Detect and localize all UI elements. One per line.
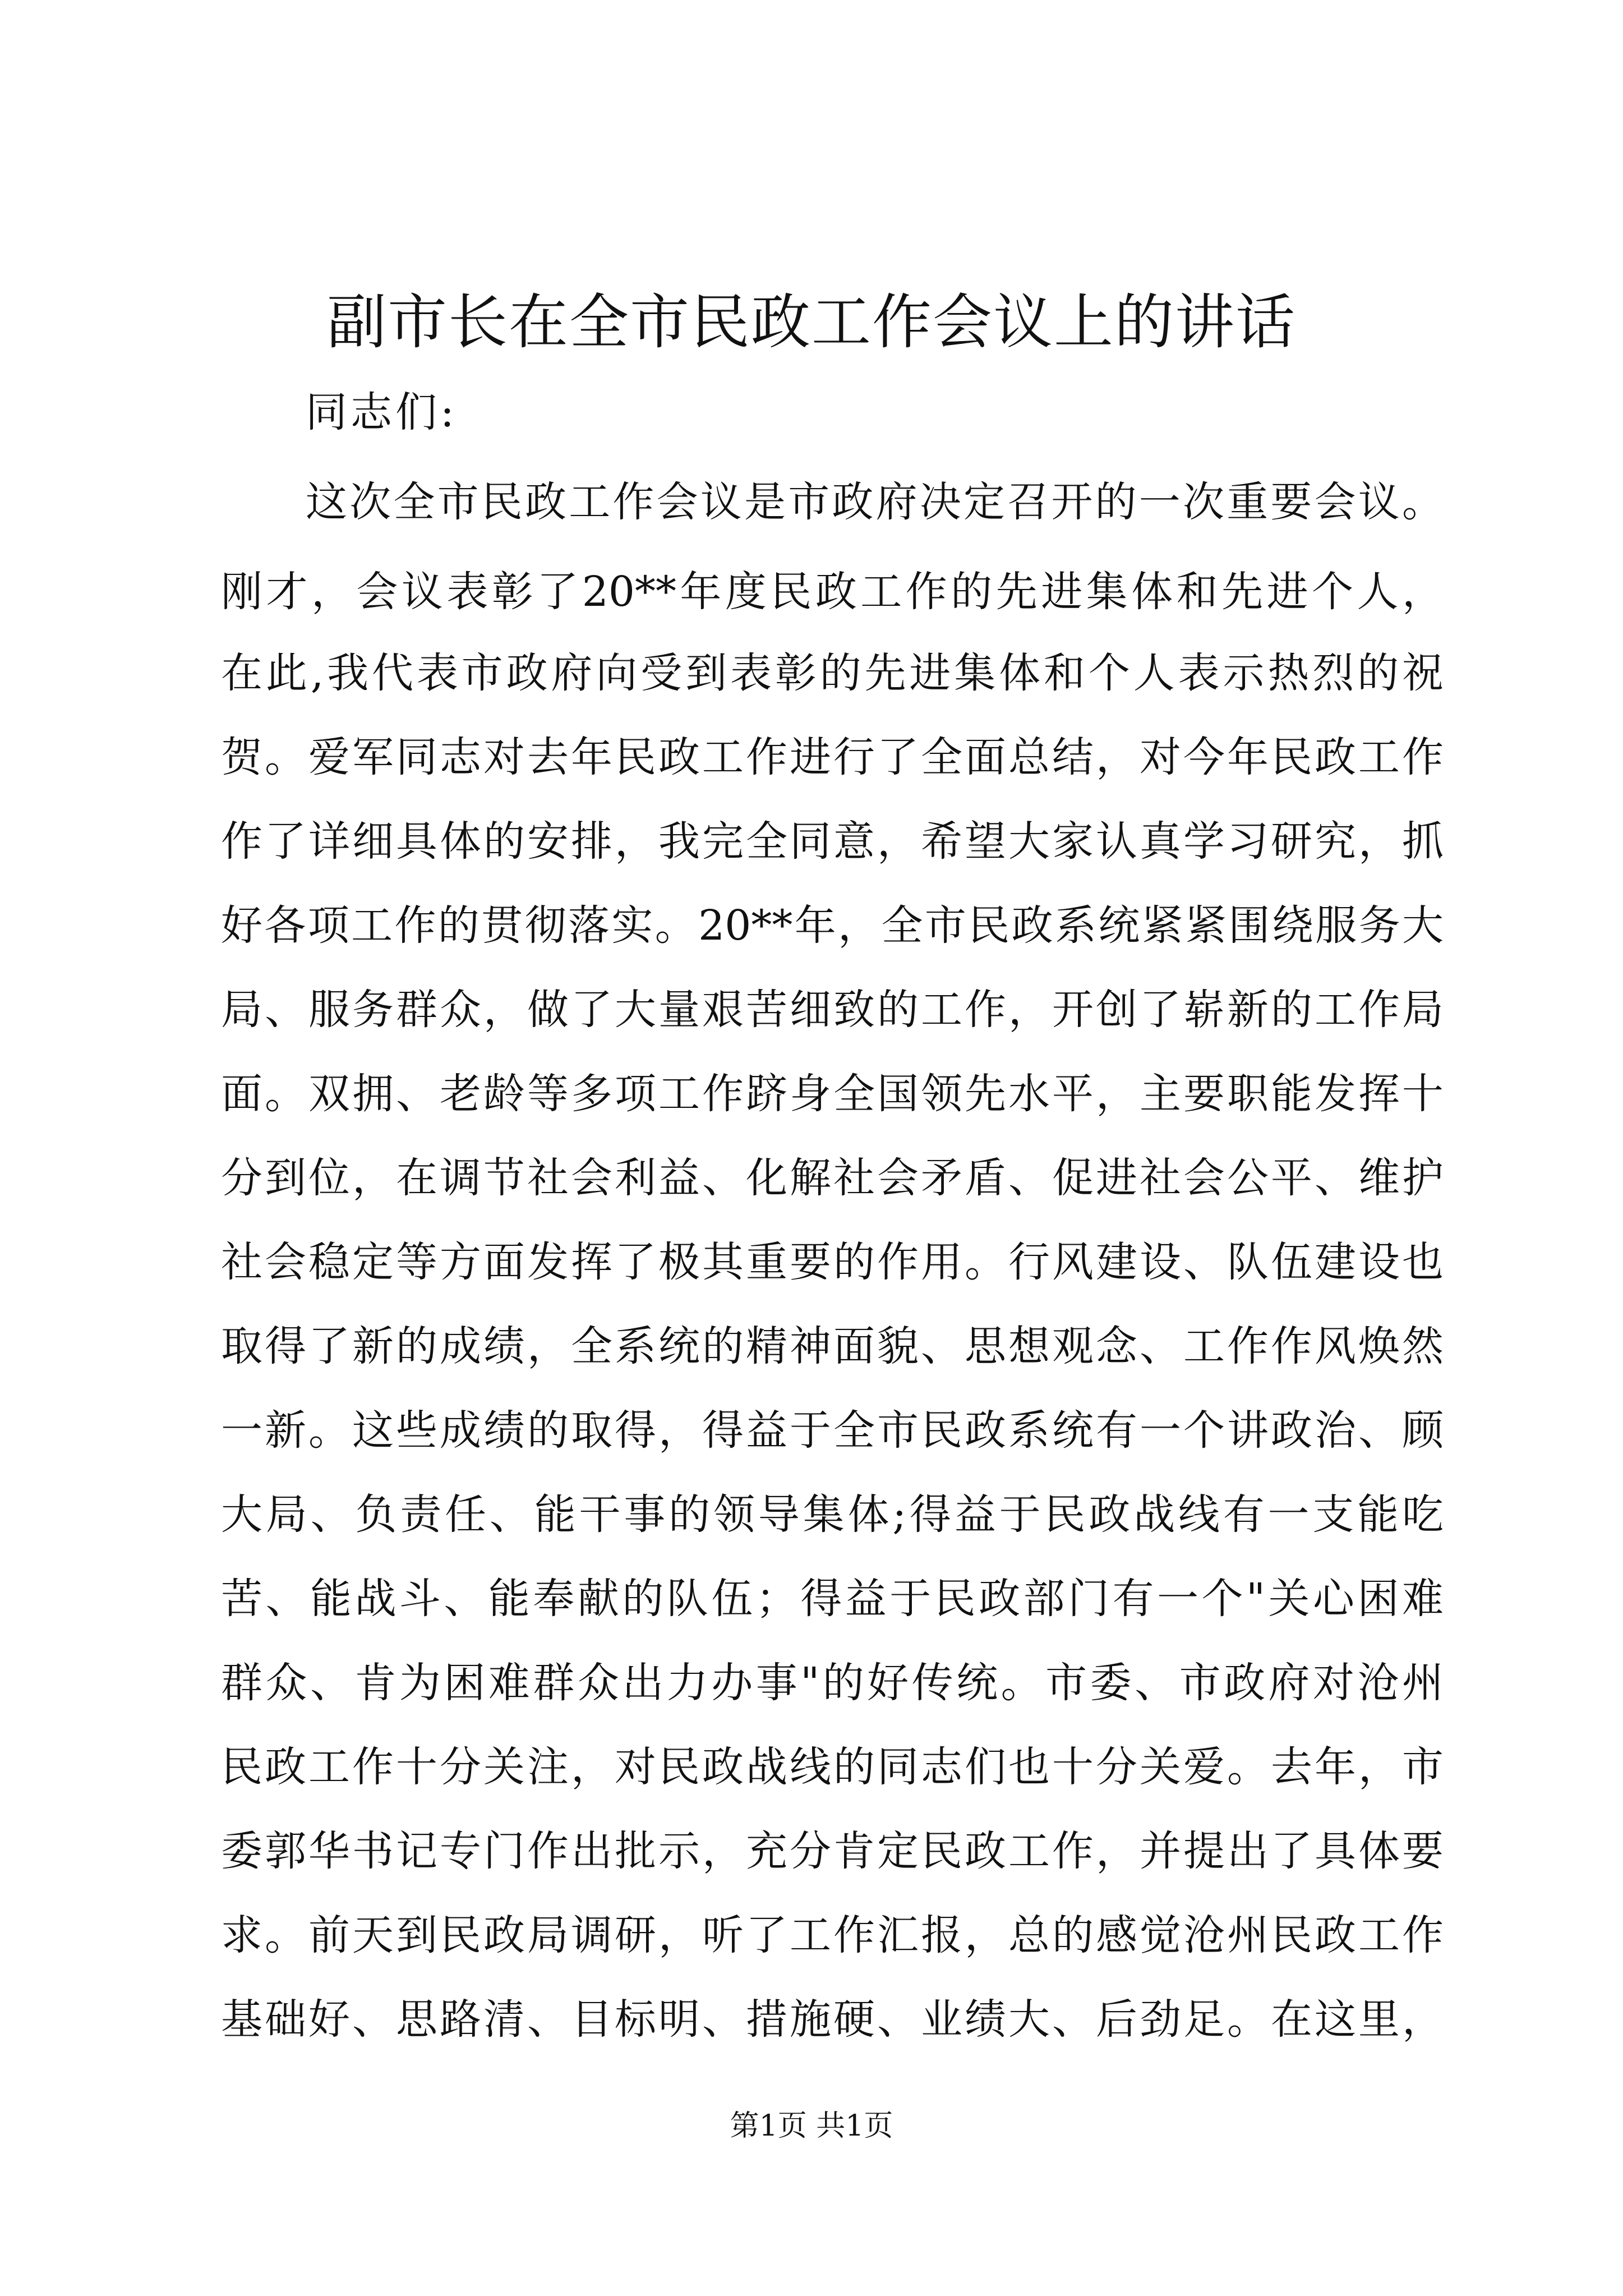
salutation: 同志们:: [306, 388, 458, 436]
body-line: 民政工作十分关注，对民政战线的同志们也十分关爱。去年，市: [221, 1743, 1444, 1791]
body-line: 贺。爱军同志对去年民政工作进行了全面总结，对今年民政工作: [221, 733, 1444, 781]
document-title: 副市长在全市民政工作会议上的讲话: [327, 288, 1296, 357]
body-line: 委郭华书记专门作出批示，充分肯定民政工作，并提出了具体要: [221, 1827, 1444, 1875]
body-line: 群众、肯为困难群众出力办事"的好传统。市委、市政府对沧州: [221, 1659, 1444, 1707]
body-line: 作了详细具体的安排，我完全同意，希望大家认真学习研究，抓: [221, 817, 1444, 866]
body-line: 苦、能战斗、能奉献的队伍；得益于民政部门有一个"关心困难: [221, 1575, 1444, 1623]
body-line: 取得了新的成绩，全系统的精神面貌、思想观念、工作作风焕然: [221, 1322, 1444, 1370]
body-line: 这次全市民政工作会议是市政府决定召开的一次重要会议。: [306, 478, 1444, 526]
page-footer: 第1页 共1页: [730, 2109, 893, 2143]
body-line: 局、服务群众，做了大量艰苦细致的工作，开创了崭新的工作局: [221, 986, 1444, 1034]
body-line: 基础好、思路清、目标明、措施硬、业绩大、后劲足。在这里，: [221, 1995, 1444, 2044]
body-line: 一新。这些成绩的取得，得益于全市民政系统有一个讲政治、顾: [221, 1406, 1444, 1455]
body-line: 大局、负责任、能干事的领导集体;得益于民政战线有一支能吃: [221, 1490, 1444, 1539]
body-line: 刚才，会议表彰了20**年度民政工作的先进集体和先进个人，: [221, 568, 1444, 616]
body-line: 分到位，在调节社会利益、化解社会矛盾、促进社会公平、维护: [221, 1154, 1444, 1202]
body-line: 求。前天到民政局调研，听了工作汇报，总的感觉沧州民政工作: [221, 1911, 1444, 1959]
body-line: 社会稳定等方面发挥了极其重要的作用。行风建设、队伍建设也: [221, 1238, 1444, 1286]
body-line: 面。双拥、老龄等多项工作跻身全国领先水平，主要职能发挥十: [221, 1070, 1444, 1118]
body-line: 在此,我代表市政府向受到表彰的先进集体和个人表示热烈的祝: [221, 649, 1444, 697]
body-line: 好各项工作的贯彻落实。20**年，全市民政系统紧紧围绕服务大: [221, 901, 1444, 950]
